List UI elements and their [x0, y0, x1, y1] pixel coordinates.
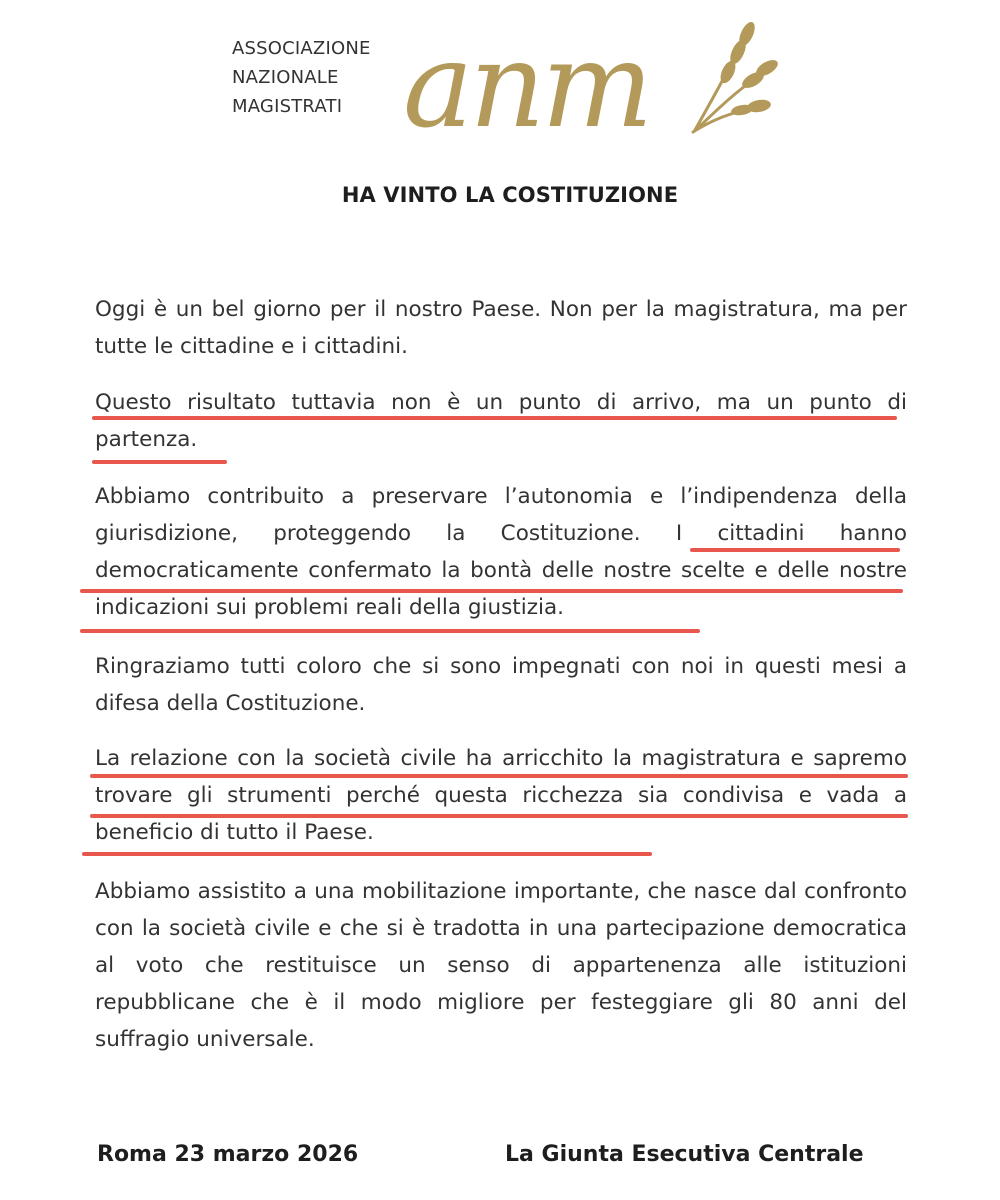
org-name-line: MAGISTRATI — [232, 96, 343, 117]
paragraph-3: Abbiamo contribuito a preservare l’autonomia e l’indipendenza della giurisdizione, proteggendo la Costituzione. I cittadini hanno democraticamente confermato la bontà delle nostre scelte e delle nostre indicazioni sui problemi reali della giustizia. — [95, 484, 907, 620]
anm-logo — [395, 18, 795, 148]
signature: La Giunta Esecutiva Centrale — [505, 1142, 864, 1167]
highlight-underline — [690, 548, 900, 552]
highlight-underline — [92, 416, 897, 420]
organization-name — [232, 34, 371, 121]
paragraph-4: Ringraziamo tutti coloro che si sono impegnati con noi in questi mesi a difesa della Costituzione. — [95, 654, 907, 716]
place-date: Roma 23 marzo 2026 — [97, 1142, 359, 1167]
highlight-underline — [90, 814, 908, 818]
highlight-underline — [82, 852, 652, 856]
paragraph-6: Abbiamo assistito a una mobilitazione importante, che nasce dal confronto con la società civile e che si è tradotta in una partecipazione democratica al voto che restituisce un senso di appartenenza alle istituzioni repubblicane che è il modo migliore per festeggiare gli 80 anni del suffragio universale. — [95, 879, 907, 1052]
highlight-underline — [80, 629, 700, 633]
highlight-underline — [80, 589, 903, 593]
highlight-underline — [90, 774, 908, 778]
highlight-underline — [92, 460, 227, 464]
svg-text:anm: anm — [403, 18, 650, 148]
paragraph-5: La relazione con la società civile ha arricchito la magistratura e sapremo trovare gli strumenti perché questa ricchezza sia condivisa e vada a beneficio di tutto il Paese. — [95, 746, 907, 845]
org-name-line: ASSOCIAZIONE — [232, 38, 371, 59]
paragraph-1: Oggi è un bel giorno per il nostro Paese. Non per la magistratura, ma per tutte le cittadine e i cittadini. — [95, 297, 907, 359]
paragraph-2: Questo risultato tuttavia non è un punto di arrivo, ma un punto di partenza. — [95, 390, 907, 452]
document-title: HA VINTO LA COSTITUZIONE — [341, 183, 679, 207]
org-name-line: NAZIONALE — [232, 67, 339, 88]
